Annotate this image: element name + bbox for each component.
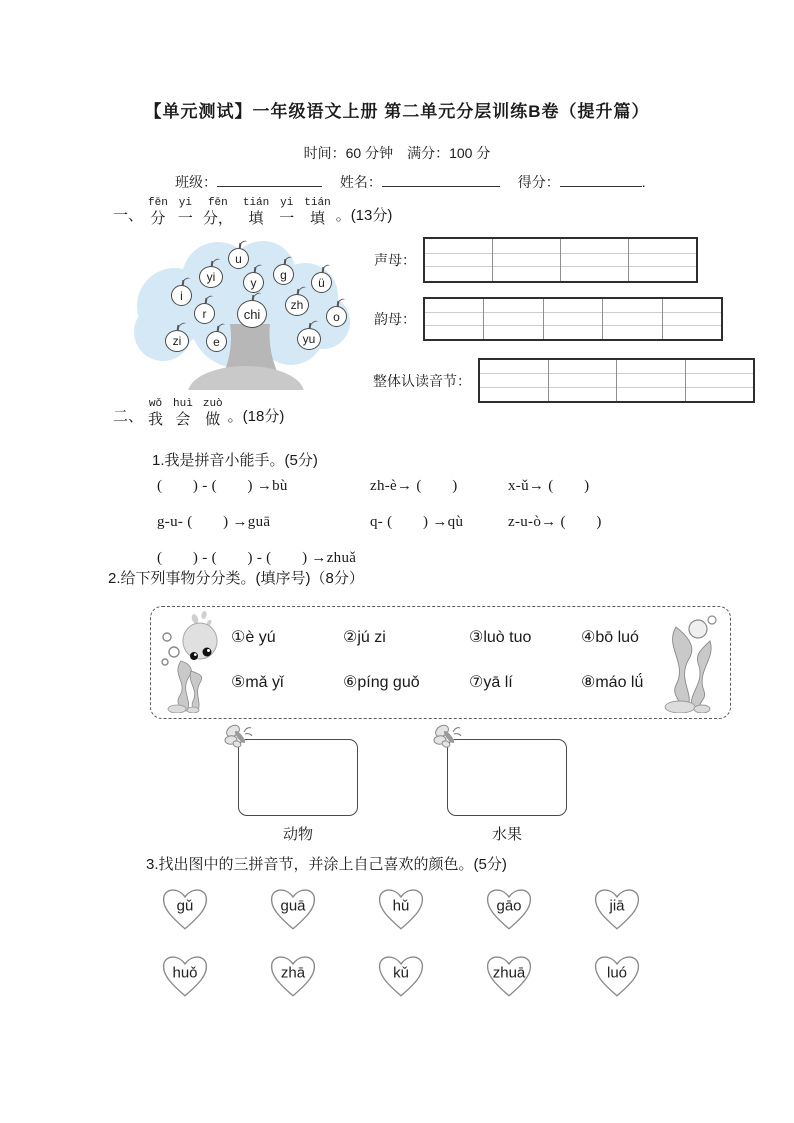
heart-syllable[interactable]: gǔ xyxy=(159,884,211,933)
period: . xyxy=(641,174,646,190)
item-label: ⑦yā lí xyxy=(469,674,513,691)
heart-syllable[interactable]: luó xyxy=(591,951,643,1000)
item-label: ③luò tuo xyxy=(469,629,532,646)
butterfly-icon xyxy=(224,723,254,751)
fruits-label: 水果 xyxy=(491,826,522,843)
seaweed-bubbles-icon xyxy=(654,613,724,713)
table-cell[interactable] xyxy=(629,239,696,281)
table-cell[interactable] xyxy=(603,299,662,339)
hearts-grid xyxy=(131,884,671,1000)
section2-points: 。(18分) xyxy=(227,408,285,425)
time-score-line: 时间：60 分钟 满分：100 分 xyxy=(303,145,491,161)
heart-syllable[interactable]: gāo xyxy=(483,884,535,933)
answer-item[interactable]: q- ( ) →qù xyxy=(370,514,464,530)
apple-letter: o xyxy=(326,306,347,327)
item-label: ⑧máo lǘ xyxy=(581,674,644,691)
apple-letter: zh xyxy=(285,294,309,316)
section2-heading: 二、 wǒ 我 huì 会 zuò 做 。(18分) xyxy=(113,398,285,428)
whole-syllables-label: 整体认读音节： xyxy=(373,372,471,389)
apple-letter: zi xyxy=(165,330,189,352)
table-cell[interactable] xyxy=(686,360,754,401)
sub2-heading: 2.给下列事物分分类。(填序号)（8分） xyxy=(108,570,364,587)
fruits-answer-box[interactable] xyxy=(447,739,567,816)
apple-letter: e xyxy=(206,331,227,352)
table-cell[interactable] xyxy=(561,239,629,281)
section1-heading: 一、 fēn 分 yi 一 fēn 分， tián 填 yi 一 tián 填 。(13分) xyxy=(113,197,393,227)
class-blank[interactable] xyxy=(217,173,322,187)
apple-tree-illustration xyxy=(133,238,351,390)
finals-table xyxy=(423,297,723,341)
apple-letter: chi xyxy=(237,300,267,328)
heart-syllable[interactable]: guā xyxy=(267,884,319,933)
answer-item[interactable]: z-u-ò→ ( ) xyxy=(508,514,602,530)
pinyin-exercise xyxy=(157,474,737,582)
section1-points: 。(13分) xyxy=(335,207,393,224)
answer-item[interactable]: ( ) - ( ) - ( ) →zhuǎ xyxy=(157,550,357,566)
section2-number: 二、 xyxy=(113,408,144,425)
initials-row xyxy=(374,237,698,283)
answer-item[interactable]: x-ǔ→ ( ) xyxy=(508,478,590,494)
page-title: 【单元测试】一年级语文上册 第二单元分层训练B卷（提升篇） xyxy=(144,102,650,121)
animals-label: 动物 xyxy=(282,826,313,843)
apple-letter: r xyxy=(194,303,215,324)
student-info-line xyxy=(175,172,646,192)
butterfly-icon xyxy=(433,723,463,751)
apple-letter: yu xyxy=(297,328,321,350)
apple-letter: y xyxy=(243,272,264,293)
fish-bubbles-seaweed-icon xyxy=(157,611,219,713)
answer-item[interactable]: ( ) - ( ) →bù xyxy=(157,478,288,494)
classification-items-box xyxy=(150,606,731,719)
whole-syllables-table xyxy=(478,358,755,403)
apple-letter: g xyxy=(273,264,294,285)
heart-syllable[interactable]: kǔ xyxy=(375,951,427,1000)
item-label: ⑥píng guǒ xyxy=(343,674,420,691)
answer-item[interactable]: zh-è→ ( ) xyxy=(370,478,458,494)
answer-item[interactable]: g-u- ( ) →guā xyxy=(157,514,271,530)
initials-table xyxy=(423,237,698,283)
section1-number: 一、 xyxy=(113,207,144,224)
name-label: 姓名： xyxy=(339,174,382,190)
table-cell[interactable] xyxy=(484,299,543,339)
heart-syllable[interactable]: jiā xyxy=(591,884,643,933)
table-cell[interactable] xyxy=(663,299,721,339)
sub3-heading: 3.找出图中的三拼音节，并涂上自己喜欢的颜色。(5分) xyxy=(146,856,507,873)
heart-syllable[interactable]: hǔ xyxy=(375,884,427,933)
apple-letter: ü xyxy=(311,272,332,293)
heart-syllable[interactable]: zhuā xyxy=(483,951,535,1000)
heart-syllable[interactable]: zhā xyxy=(267,951,319,1000)
finals-label: 韵母： xyxy=(374,311,416,327)
sub1-heading: 1.我是拼音小能手。(5分) xyxy=(152,452,318,469)
table-cell[interactable] xyxy=(425,299,484,339)
item-label: ⑤mǎ yǐ xyxy=(231,674,284,691)
table-cell[interactable] xyxy=(617,360,686,401)
apple-letter: yi xyxy=(199,266,223,288)
apple-letter: u xyxy=(228,248,249,269)
table-cell[interactable] xyxy=(493,239,561,281)
heart-syllable[interactable]: huǒ xyxy=(159,951,211,1000)
table-cell[interactable] xyxy=(425,239,493,281)
item-label: ①è yú xyxy=(231,629,276,646)
class-label: 班级： xyxy=(175,174,217,190)
whole-syllables-row xyxy=(373,358,755,403)
items-grid xyxy=(231,627,643,692)
name-blank[interactable] xyxy=(382,173,500,187)
table-cell[interactable] xyxy=(544,299,603,339)
item-label: ②jú zi xyxy=(343,629,386,646)
apple-letter: i xyxy=(171,285,192,306)
exercise-row xyxy=(157,510,737,531)
initials-label: 声母： xyxy=(374,252,416,268)
exercise-row xyxy=(157,546,737,567)
table-cell[interactable] xyxy=(549,360,618,401)
table-cell[interactable] xyxy=(480,360,549,401)
exercise-row xyxy=(157,474,737,495)
score-blank[interactable] xyxy=(560,173,642,187)
finals-row xyxy=(374,297,723,341)
score-label: 得分： xyxy=(517,174,560,190)
animals-answer-box[interactable] xyxy=(238,739,358,816)
item-label: ④bō luó xyxy=(581,629,639,646)
